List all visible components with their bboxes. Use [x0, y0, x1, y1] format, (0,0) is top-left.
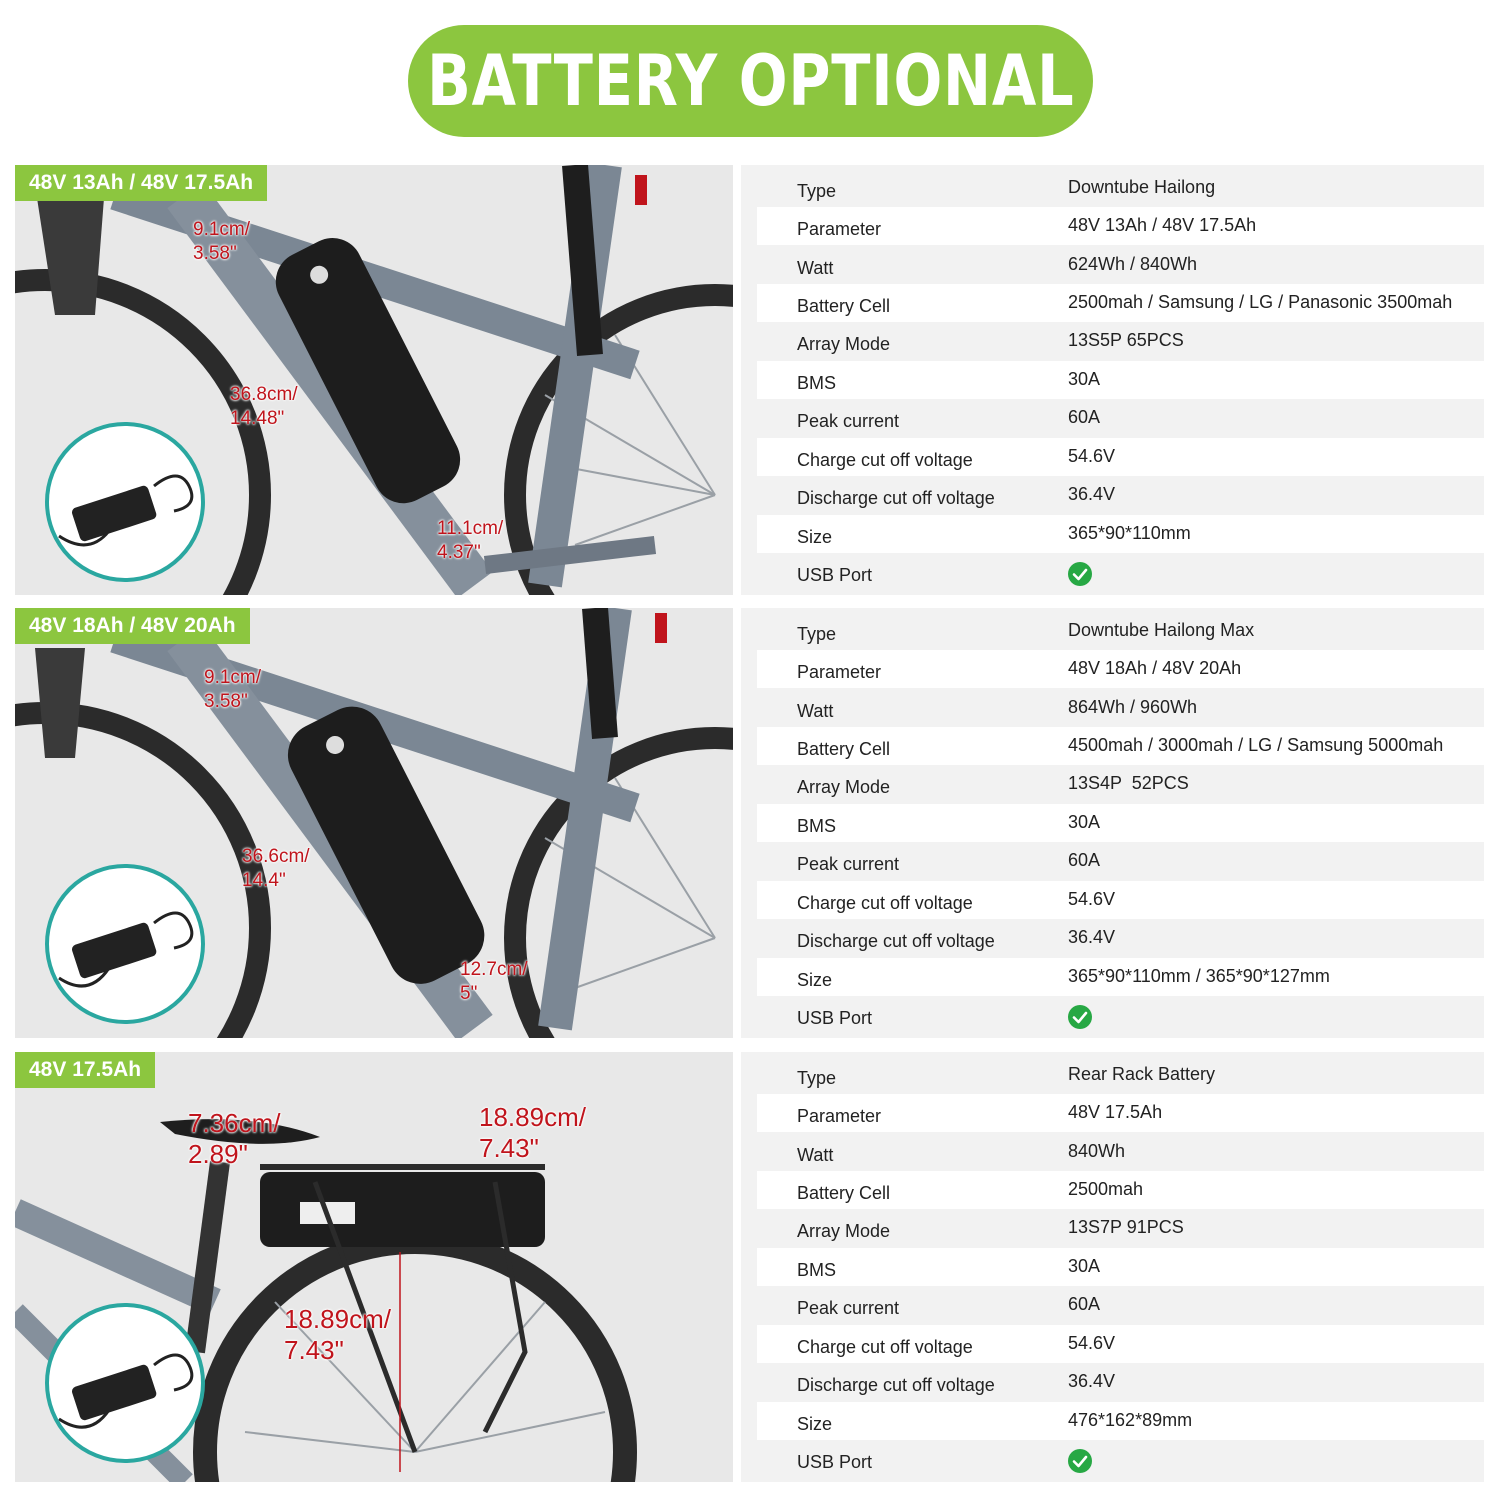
spec-label: Peak current — [797, 854, 900, 874]
spec-value: Rear Rack Battery — [1068, 1064, 1216, 1084]
charger-thumbnail — [45, 422, 205, 582]
spec-value: 13S5P 65PCS — [1068, 330, 1184, 350]
spec-row-size — [757, 958, 1484, 996]
spec-row-battery-cell — [757, 1171, 1484, 1209]
spec-label: Peak current — [797, 1298, 900, 1318]
dimension-width: 9.1cm/ 3.58" — [193, 219, 251, 264]
spec-label: Parameter — [797, 662, 882, 682]
battery-tag: 48V 18Ah / 48V 20Ah — [15, 608, 250, 644]
spec-label: Charge cut off voltage — [797, 450, 973, 470]
spec-label: BMS — [797, 373, 837, 393]
spec-value: Downtube Hailong Max — [1068, 620, 1255, 640]
spec-value: 2500mah — [1068, 1179, 1144, 1199]
spec-row-array-mode — [757, 765, 1484, 803]
spec-row-usb-port — [757, 1440, 1484, 1478]
spec-row-battery-cell — [757, 727, 1484, 765]
spec-label: Array Mode — [797, 334, 891, 354]
dimension-length: 18.89cm/ 7.43" — [479, 1102, 586, 1163]
spec-row-discharge-cut — [757, 1363, 1484, 1401]
dimension-height: 12.7cm/ 5" — [460, 959, 528, 1004]
battery-tag: 48V 17.5Ah — [15, 1052, 155, 1088]
spec-table — [741, 608, 1484, 1038]
battery-tag: 48V 13Ah / 48V 17.5Ah — [15, 165, 267, 201]
spec-label: Type — [797, 1068, 837, 1088]
spec-value: 48V 18Ah / 48V 20Ah — [1068, 658, 1242, 678]
spec-row-watt — [757, 689, 1484, 727]
check-icon — [1068, 1449, 1092, 1473]
charger-thumbnail — [45, 1303, 205, 1463]
spec-label: Charge cut off voltage — [797, 1337, 973, 1357]
check-icon — [1068, 562, 1092, 586]
spec-label: Size — [797, 527, 833, 547]
spec-row-peak-current — [757, 399, 1484, 437]
spec-label: Parameter — [797, 219, 882, 239]
spec-label: Discharge cut off voltage — [797, 931, 995, 951]
spec-label: USB Port — [797, 1008, 873, 1028]
spec-label: Discharge cut off voltage — [797, 1375, 995, 1395]
dimension-length: 36.8cm/ 14.48" — [230, 384, 298, 429]
spec-label: USB Port — [797, 565, 873, 585]
spec-label: USB Port — [797, 1452, 873, 1472]
spec-value: 60A — [1068, 850, 1101, 870]
bike-photo-downtube-max — [15, 608, 733, 1038]
spec-row-parameter — [757, 1094, 1484, 1132]
spec-label: Discharge cut off voltage — [797, 488, 995, 508]
spec-label: Battery Cell — [797, 1183, 891, 1203]
spec-row-usb-port — [757, 553, 1484, 591]
spec-value: 864Wh / 960Wh — [1068, 697, 1198, 717]
spec-value: 2500mah / Samsung / LG / Panasonic 3500mah — [1068, 292, 1453, 312]
spec-label: Size — [797, 1414, 833, 1434]
spec-label: BMS — [797, 1260, 837, 1280]
spec-row-bms — [757, 1248, 1484, 1286]
bike-photo-rear-rack — [15, 1052, 733, 1482]
spec-row-parameter — [757, 207, 1484, 245]
spec-value: 30A — [1068, 369, 1101, 389]
spec-value: 60A — [1068, 1294, 1101, 1314]
spec-row-watt — [757, 246, 1484, 284]
spec-label: Type — [797, 181, 837, 201]
spec-row-type — [757, 169, 1484, 207]
spec-value: 476*162*89mm — [1068, 1410, 1193, 1430]
spec-label: Array Mode — [797, 1221, 891, 1241]
spec-row-parameter — [757, 650, 1484, 688]
spec-label: Type — [797, 624, 837, 644]
charger-thumbnail — [45, 864, 205, 1024]
spec-row-peak-current — [757, 1286, 1484, 1324]
spec-value: 36.4V — [1068, 484, 1116, 504]
spec-value: 54.6V — [1068, 446, 1116, 466]
spec-row-charge-cut — [757, 438, 1484, 476]
spec-label: Peak current — [797, 411, 900, 431]
spec-value: 624Wh / 840Wh — [1068, 254, 1198, 274]
spec-label: Size — [797, 970, 833, 990]
spec-row-size — [757, 1402, 1484, 1440]
dimension-height: 11.1cm/ 4.37" — [437, 518, 504, 563]
spec-row-array-mode — [757, 1209, 1484, 1247]
spec-label: Parameter — [797, 1106, 882, 1126]
spec-value: 36.4V — [1068, 1371, 1116, 1391]
dimension-width: 9.1cm/ 3.58" — [204, 667, 262, 712]
spec-table — [741, 1052, 1484, 1482]
dimension-length: 36.6cm/ 14.4" — [242, 846, 310, 891]
spec-table — [741, 165, 1484, 595]
banner-title: BATTERY OPTIONAL — [426, 40, 1075, 122]
spec-row-bms — [757, 804, 1484, 842]
spec-row-battery-cell — [757, 284, 1484, 322]
title-banner — [408, 25, 1093, 137]
spec-row-discharge-cut — [757, 919, 1484, 957]
spec-row-charge-cut — [757, 881, 1484, 919]
spec-value: 13S4P 52PCS — [1068, 773, 1189, 793]
spec-value: 365*90*110mm — [1068, 523, 1191, 543]
spec-value: 60A — [1068, 407, 1101, 427]
spec-value: 30A — [1068, 1256, 1101, 1276]
spec-value: 54.6V — [1068, 1333, 1116, 1353]
spec-label: Charge cut off voltage — [797, 893, 973, 913]
dimension-height: 18.89cm/ 7.43" — [284, 1304, 391, 1365]
spec-row-type — [757, 612, 1484, 650]
spec-row-size — [757, 515, 1484, 553]
dimension-width: 7.36cm/ 2.89" — [188, 1108, 281, 1169]
spec-value: 30A — [1068, 812, 1101, 832]
spec-label: Array Mode — [797, 777, 891, 797]
spec-row-discharge-cut — [757, 476, 1484, 514]
bike-photo-downtube — [15, 165, 733, 595]
spec-value: Downtube Hailong — [1068, 177, 1216, 197]
spec-row-usb-port — [757, 996, 1484, 1034]
spec-value: 36.4V — [1068, 927, 1116, 947]
spec-row-array-mode — [757, 322, 1484, 360]
spec-row-peak-current — [757, 842, 1484, 880]
spec-label: Watt — [797, 258, 834, 278]
spec-value: 48V 13Ah / 48V 17.5Ah — [1068, 215, 1257, 235]
spec-label: Watt — [797, 1145, 834, 1165]
spec-value: 13S7P 91PCS — [1068, 1217, 1184, 1237]
spec-value: 4500mah / 3000mah / LG / Samsung 5000mah — [1068, 735, 1444, 755]
spec-row-watt — [757, 1133, 1484, 1171]
spec-label: Battery Cell — [797, 739, 891, 759]
spec-value: 840Wh — [1068, 1141, 1126, 1161]
spec-label: Battery Cell — [797, 296, 891, 316]
spec-label: Watt — [797, 701, 834, 721]
spec-row-charge-cut — [757, 1325, 1484, 1363]
spec-value: 365*90*110mm / 365*90*127mm — [1068, 966, 1330, 986]
spec-row-bms — [757, 361, 1484, 399]
spec-label: BMS — [797, 816, 837, 836]
spec-value: 48V 17.5Ah — [1068, 1102, 1163, 1122]
spec-value: 54.6V — [1068, 889, 1116, 909]
check-icon — [1068, 1005, 1092, 1029]
spec-row-type — [757, 1056, 1484, 1094]
